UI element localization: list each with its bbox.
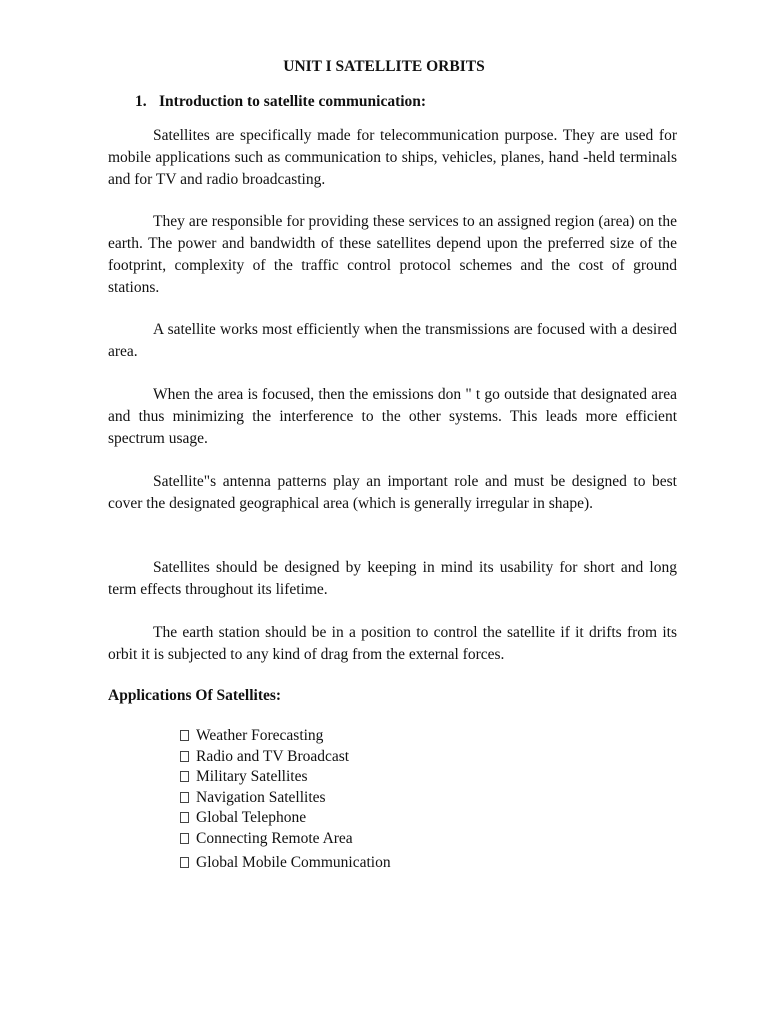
- list-item: [180, 788, 391, 809]
- list-item-label: Radio and TV Broadcast: [196, 747, 350, 765]
- bullet-icon: [180, 792, 189, 803]
- list-item-label: Navigation Satellites: [196, 788, 326, 806]
- bullet-icon: [180, 730, 189, 741]
- paragraph: A satellite works most efficiently when the transmissions are focused with a desired area.: [108, 321, 677, 360]
- list-item: [180, 767, 391, 788]
- bullet-icon: [180, 812, 189, 823]
- paragraph: Satellites should be designed by keeping in mind its usability for short and long term effects throughout its lifetime.: [108, 559, 677, 598]
- list-item: [180, 829, 391, 850]
- section-heading-text: Introduction to satellite communication:: [159, 93, 427, 110]
- list-item-label: Global Mobile Communication: [196, 853, 391, 871]
- bullet-icon: [180, 771, 189, 782]
- list-item-label: Connecting Remote Area: [196, 829, 353, 847]
- list-item: [180, 747, 391, 768]
- section-number: 1.: [135, 93, 147, 110]
- bullet-icon: [180, 833, 189, 844]
- applications-list: [180, 726, 391, 873]
- page-title: UNIT I SATELLITE ORBITS: [283, 58, 485, 75]
- section-heading: [135, 93, 426, 111]
- paragraph: Satellite"s antenna patterns play an important role and must be designed to best cover the designated geographical area (which is generally irregular in shape).: [108, 473, 677, 512]
- bullet-icon: [180, 857, 189, 868]
- paragraph: The earth station should be in a position to control the satellite if it drifts from its orbit it is subjected to any kind of drag from the external forces.: [108, 624, 677, 663]
- applications-heading: Applications Of Satellites:: [108, 687, 282, 704]
- list-item: [180, 808, 391, 829]
- list-item: [180, 853, 391, 874]
- paragraph: When the area is focused, then the emissions don " t go outside that designated area and thus minimizing the interference to the other systems. This leads more efficient spectrum usage.: [108, 386, 677, 447]
- paragraph: They are responsible for providing these services to an assigned region (area) on the earth. The power and bandwidth of these satellites depend upon the preferred size of the footprint, complexity of the traffic control protocol schemes and the cost of ground stations.: [108, 213, 677, 296]
- list-item-label: Military Satellites: [196, 768, 308, 786]
- paragraph: Satellites are specifically made for telecommunication purpose. They are used for mobile applications such as communication to ships, vehicles, planes, hand -held terminals and for TV and radio broadcasting.: [108, 127, 677, 188]
- list-item: [180, 726, 391, 747]
- list-item-label: Weather Forecasting: [196, 727, 324, 744]
- list-item-label: Global Telephone: [196, 809, 307, 827]
- bullet-icon: [180, 751, 189, 762]
